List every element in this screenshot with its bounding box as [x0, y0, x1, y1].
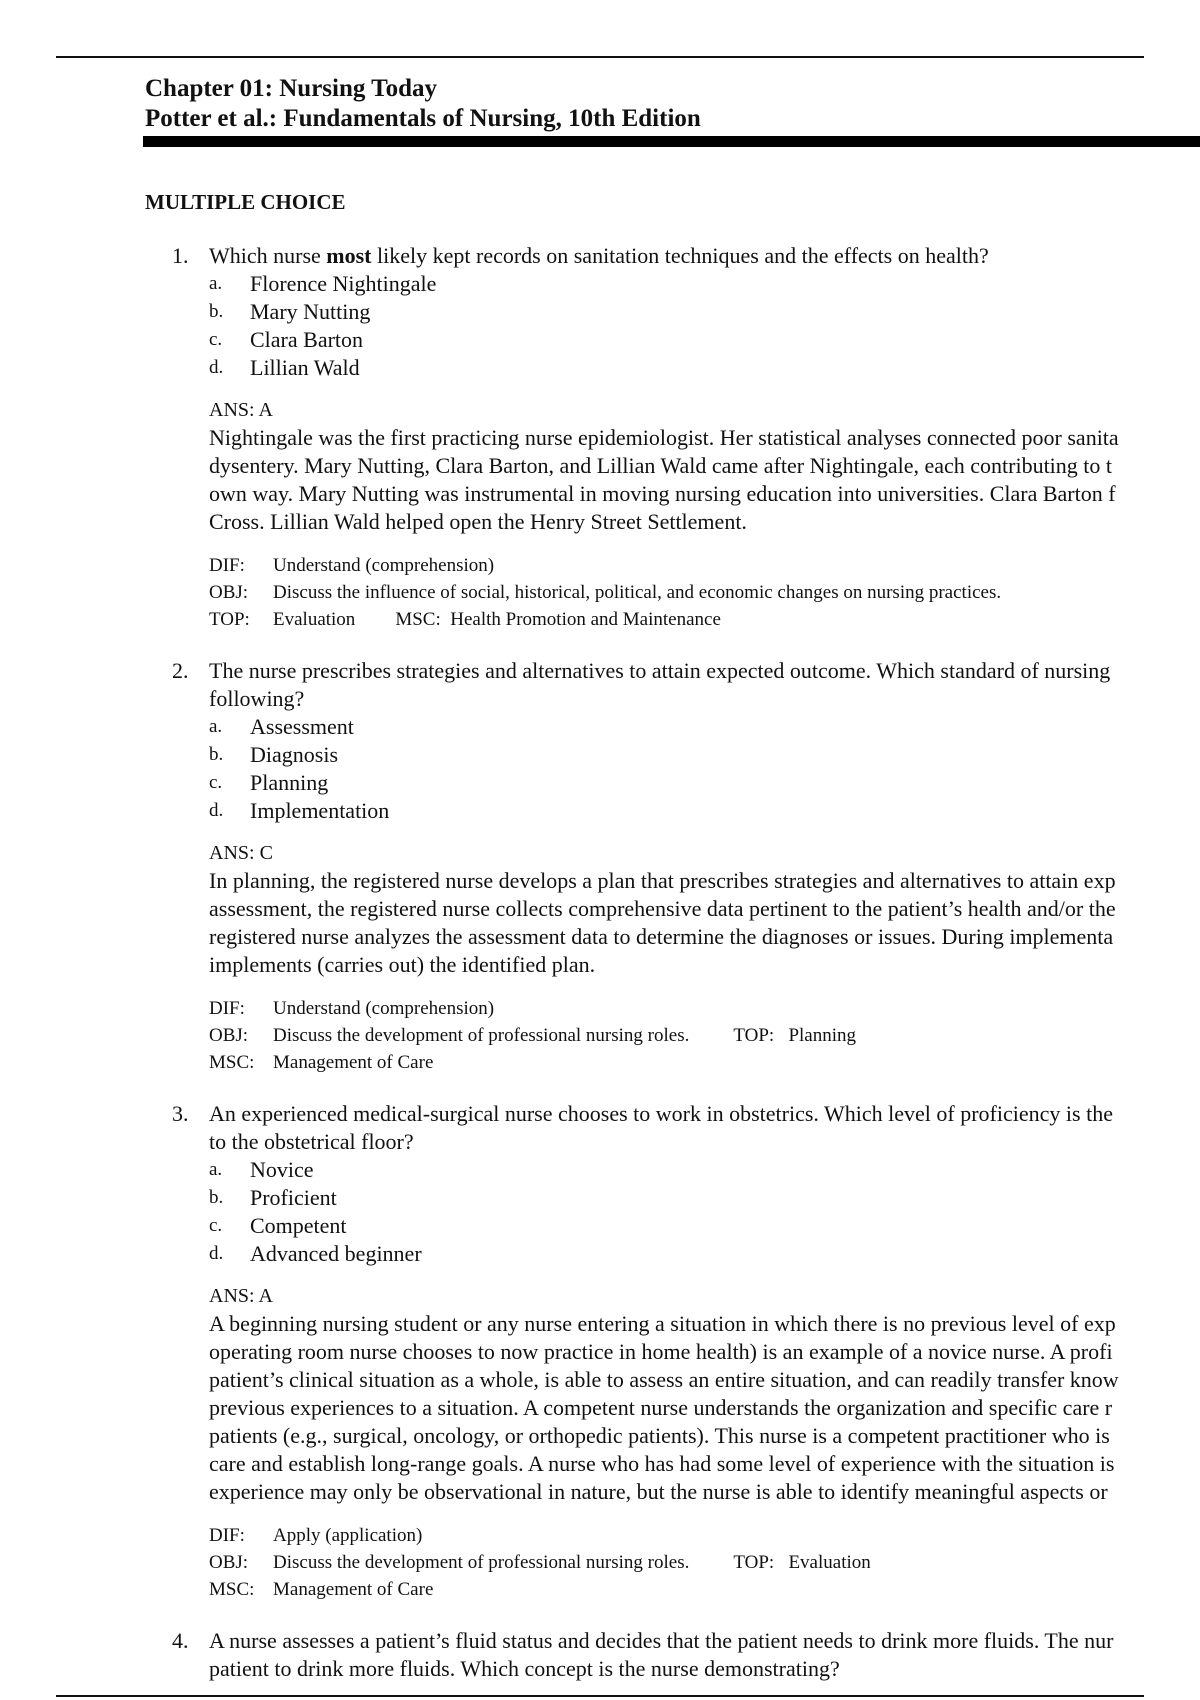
- option-letter: c.: [209, 772, 223, 793]
- option-text: Novice: [250, 1157, 314, 1182]
- option-text: Planning: [250, 770, 329, 795]
- option-c: [0, 326, 1200, 354]
- header-divider: [143, 136, 1200, 147]
- option-letter: b.: [209, 1187, 224, 1208]
- rationale-line: patients (e.g., surgical, oncology, or orthopedic patients). This nurse is a competent practitioner who is: [209, 1423, 1110, 1448]
- top-label: TOP:: [733, 1025, 775, 1046]
- obj-label: OBJ:: [209, 1552, 249, 1573]
- option-d: [0, 1240, 1200, 1268]
- option-letter: d.: [209, 800, 224, 821]
- dif-value: Understand (comprehension): [273, 555, 495, 576]
- msc-label: MSC:: [209, 1052, 255, 1073]
- rationale-line: A beginning nursing student or any nurse entering a situation in which there is no previous level of exp: [209, 1311, 1116, 1336]
- chapter-title: Chapter 01: Nursing Today: [145, 75, 437, 102]
- option-text: Advanced beginner: [250, 1241, 422, 1266]
- option-letter: d.: [209, 1243, 224, 1264]
- rationale-line: patient’s clinical situation as a whole, is able to assess an entire situation, and can readily transfer know: [209, 1367, 1119, 1392]
- option-a: [0, 270, 1200, 298]
- msc-value: Management of Care: [273, 1052, 434, 1073]
- dif-value: Apply (application): [273, 1525, 423, 1546]
- obj-value: Discuss the development of professional nursing roles.: [273, 1025, 690, 1046]
- options-list: [0, 1156, 1200, 1268]
- option-letter: c.: [209, 1215, 223, 1236]
- obj-value: Discuss the development of professional nursing roles.: [273, 1552, 690, 1573]
- msc-value: Management of Care: [273, 1579, 434, 1600]
- dif-label: DIF:: [209, 555, 245, 576]
- stem-text-end: likely kept records on sanitation techniques and the effects on health?: [371, 243, 989, 268]
- question-stem-line2: patient to drink more fluids. Which concept is the nurse demonstrating?: [209, 1656, 840, 1681]
- question-metadata: [0, 1522, 1200, 1603]
- question-4: [0, 1627, 1200, 1683]
- stem-text: An experienced medical-surgical nurse chooses to work in obstetrics. Which level of proficiency is the: [209, 1101, 1113, 1126]
- book-title: Potter et al.: Fundamentals of Nursing, 10th Edition: [145, 105, 701, 132]
- bottom-rule: [56, 1695, 1144, 1697]
- stem-text: A nurse assesses a patient’s fluid status and decides that the patient needs to drink more fluids. The nur: [209, 1628, 1114, 1653]
- section-title: MULTIPLE CHOICE: [145, 190, 346, 214]
- rationale-line: dysentery. Mary Nutting, Clara Barton, and Lillian Wald came after Nightingale, each contributing to t: [209, 453, 1113, 478]
- question-number: 3.: [172, 1101, 189, 1126]
- answer-key: ANS: C: [209, 842, 273, 864]
- answer-key: ANS: A: [209, 399, 273, 421]
- option-letter: a.: [209, 716, 223, 737]
- rationale-line: registered nurse analyzes the assessment data to determine the diagnoses or issues. During implementa: [209, 924, 1114, 949]
- top-value: Evaluation: [788, 1552, 871, 1573]
- rationale-line: previous experiences to a situation. A competent nurse understands the organization and specific care r: [209, 1395, 1113, 1420]
- question-metadata: [0, 552, 1200, 633]
- question-stem-line2: to the obstetrical floor?: [209, 1129, 414, 1154]
- option-text: Clara Barton: [250, 327, 364, 352]
- question-number: 2.: [172, 658, 189, 683]
- option-text: Assessment: [250, 714, 354, 739]
- option-letter: c.: [209, 329, 223, 350]
- option-text: Lillian Wald: [250, 355, 360, 380]
- option-text: Diagnosis: [250, 742, 338, 767]
- msc-label: MSC:: [209, 1579, 255, 1600]
- option-b: [0, 741, 1200, 769]
- rationale: [0, 867, 1200, 979]
- msc-label: MSC:: [395, 609, 441, 630]
- question-3: [0, 1100, 1200, 1603]
- top-label: TOP:: [209, 609, 250, 630]
- rationale: [0, 424, 1200, 536]
- top-value: Planning: [788, 1025, 856, 1046]
- option-d: [0, 354, 1200, 382]
- rationale-line: assessment, the registered nurse collects comprehensive data pertinent to the patient’s health and/or the: [209, 896, 1116, 921]
- dif-value: Understand (comprehension): [273, 998, 495, 1019]
- stem-text: Which nurse: [209, 243, 327, 268]
- rationale-line: In planning, the registered nurse develops a plan that prescribes strategies and alternatives to attain exp: [209, 868, 1116, 893]
- rationale: [0, 1310, 1200, 1506]
- option-text: Mary Nutting: [250, 299, 371, 324]
- question-1: [0, 242, 1200, 633]
- obj-value: Discuss the influence of social, historical, political, and economic changes on nursing practices.: [273, 582, 1002, 603]
- rationale-line: experience may only be observational in nature, but the nurse is able to identify meaningful aspects or: [209, 1479, 1108, 1504]
- option-text: Competent: [250, 1213, 347, 1238]
- obj-label: OBJ:: [209, 582, 249, 603]
- option-c: [0, 1212, 1200, 1240]
- option-a: [0, 1156, 1200, 1184]
- question-metadata: [0, 995, 1200, 1076]
- options-list: [0, 270, 1200, 382]
- question-number: 4.: [172, 1628, 189, 1653]
- option-a: [0, 713, 1200, 741]
- option-d: [0, 797, 1200, 825]
- answer-key: ANS: A: [209, 1285, 273, 1307]
- option-b: [0, 1184, 1200, 1212]
- option-letter: a.: [209, 1159, 223, 1180]
- question-2: [0, 657, 1200, 1076]
- document-header: [145, 74, 701, 134]
- option-letter: b.: [209, 744, 224, 765]
- dif-label: DIF:: [209, 1525, 245, 1546]
- question-stem: [0, 1100, 1200, 1128]
- option-letter: d.: [209, 357, 224, 378]
- option-c: [0, 769, 1200, 797]
- top-value: Evaluation: [273, 609, 356, 630]
- option-b: [0, 298, 1200, 326]
- rationale-line: implements (carries out) the identified plan.: [209, 952, 596, 977]
- obj-label: OBJ:: [209, 1025, 249, 1046]
- stem-text: The nurse prescribes strategies and alternatives to attain expected outcome. Which standard of nursing: [209, 658, 1111, 683]
- option-text: Florence Nightingale: [250, 271, 437, 296]
- options-list: [0, 713, 1200, 825]
- question-stem: [0, 242, 1200, 270]
- stem-emphasis: most: [326, 243, 372, 268]
- option-letter: b.: [209, 301, 224, 322]
- option-text: Proficient: [250, 1185, 337, 1210]
- rationale-line: care and establish long-range goals. A nurse who has had some level of experience with the situation is: [209, 1451, 1115, 1476]
- option-text: Implementation: [250, 798, 390, 823]
- dif-label: DIF:: [209, 998, 245, 1019]
- msc-value: Health Promotion and Maintenance: [450, 609, 721, 630]
- rationale-line: operating room nurse chooses to now practice in home health) is an example of a novice nurse. A profi: [209, 1339, 1113, 1364]
- rationale-line: Nightingale was the first practicing nurse epidemiologist. Her statistical analyses connected poor sanita: [209, 425, 1119, 450]
- question-number: 1.: [172, 243, 189, 268]
- question-stem-line2: following?: [209, 686, 305, 711]
- rationale-line: Cross. Lillian Wald helped open the Henry Street Settlement.: [209, 509, 747, 534]
- question-stem: [0, 657, 1200, 685]
- questions-list: [0, 242, 1200, 1700]
- question-stem: [0, 1627, 1200, 1655]
- top-rule: [56, 56, 1144, 58]
- option-letter: a.: [209, 273, 223, 294]
- rationale-line: own way. Mary Nutting was instrumental in moving nursing education into universities. Clara Barton f: [209, 481, 1116, 506]
- top-label: TOP:: [733, 1552, 775, 1573]
